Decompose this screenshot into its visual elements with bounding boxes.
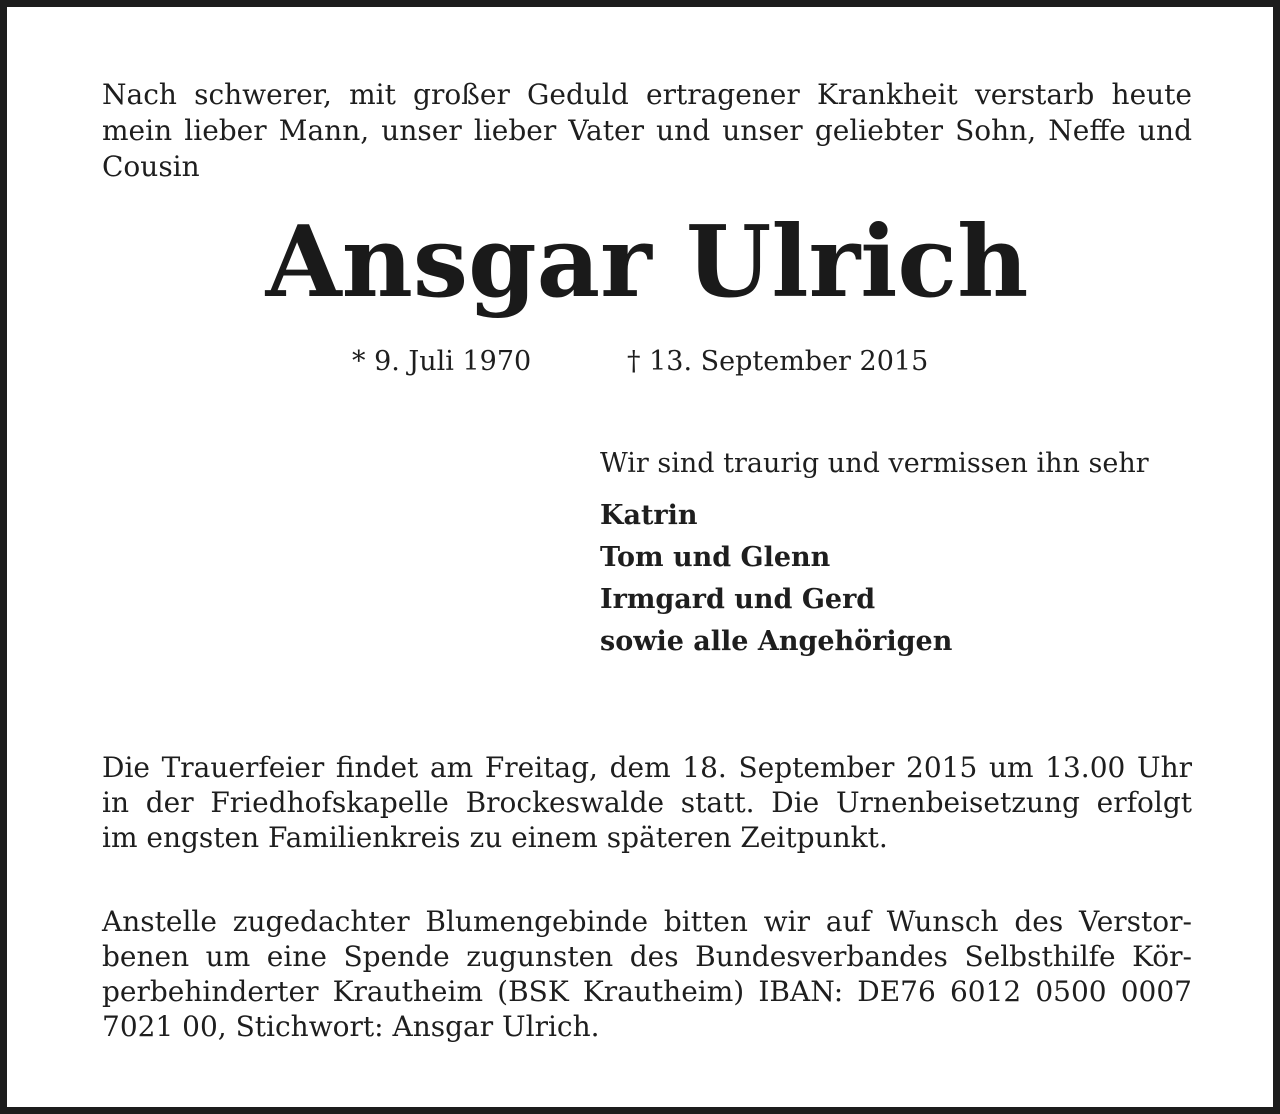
service-paragraph xyxy=(102,750,1192,855)
intro-line: Cousin xyxy=(102,150,200,183)
donation-paragraph xyxy=(102,904,1192,1044)
deceased-name: Ansgar Ulrich xyxy=(265,205,1029,320)
intro-line: mein lieber Mann, unser lieber Vater und unser geliebter Sohn, Neffe und xyxy=(102,114,1192,147)
birth-date: * 9. Juli 1970 xyxy=(352,346,532,377)
family-member: Katrin xyxy=(600,500,698,531)
service-line: in der Friedhofskapelle Brockeswalde statt. Die Urnenbeisetzung erfolgt xyxy=(102,786,1192,819)
intro-line: Nach schwerer, mit großer Geduld ertragener Krankheit verstarb heute xyxy=(102,78,1192,111)
donation-line: 7021 00, Stichwort: Ansgar Ulrich. xyxy=(102,1010,600,1043)
family-member: Irmgard und Gerd xyxy=(600,584,876,615)
mourning-line: Wir sind traurig und vermissen ihn sehr xyxy=(600,448,1149,479)
family-member: sowie alle Angehörigen xyxy=(600,626,953,657)
intro-paragraph xyxy=(102,77,1192,185)
donation-line: perbehinderter Krautheim (BSK Krautheim) IBAN: DE76 6012 0500 0007 xyxy=(102,975,1192,1008)
service-line: Die Trauerfeier findet am Freitag, dem 18. September 2015 um 13.00 Uhr xyxy=(102,751,1192,784)
donation-line: Anstelle zugedachter Blumengebinde bitten wir auf Wunsch des Verstor- xyxy=(102,905,1192,938)
death-date: † 13. September 2015 xyxy=(627,346,929,377)
family-member: Tom und Glenn xyxy=(600,542,831,573)
family-list xyxy=(600,495,952,663)
service-line: im engsten Familienkreis zu einem späteren Zeitpunkt. xyxy=(102,821,888,854)
donation-line: benen um eine Spende zugunsten des Bundesverbandes Selbsthilfe Kör- xyxy=(102,940,1192,973)
